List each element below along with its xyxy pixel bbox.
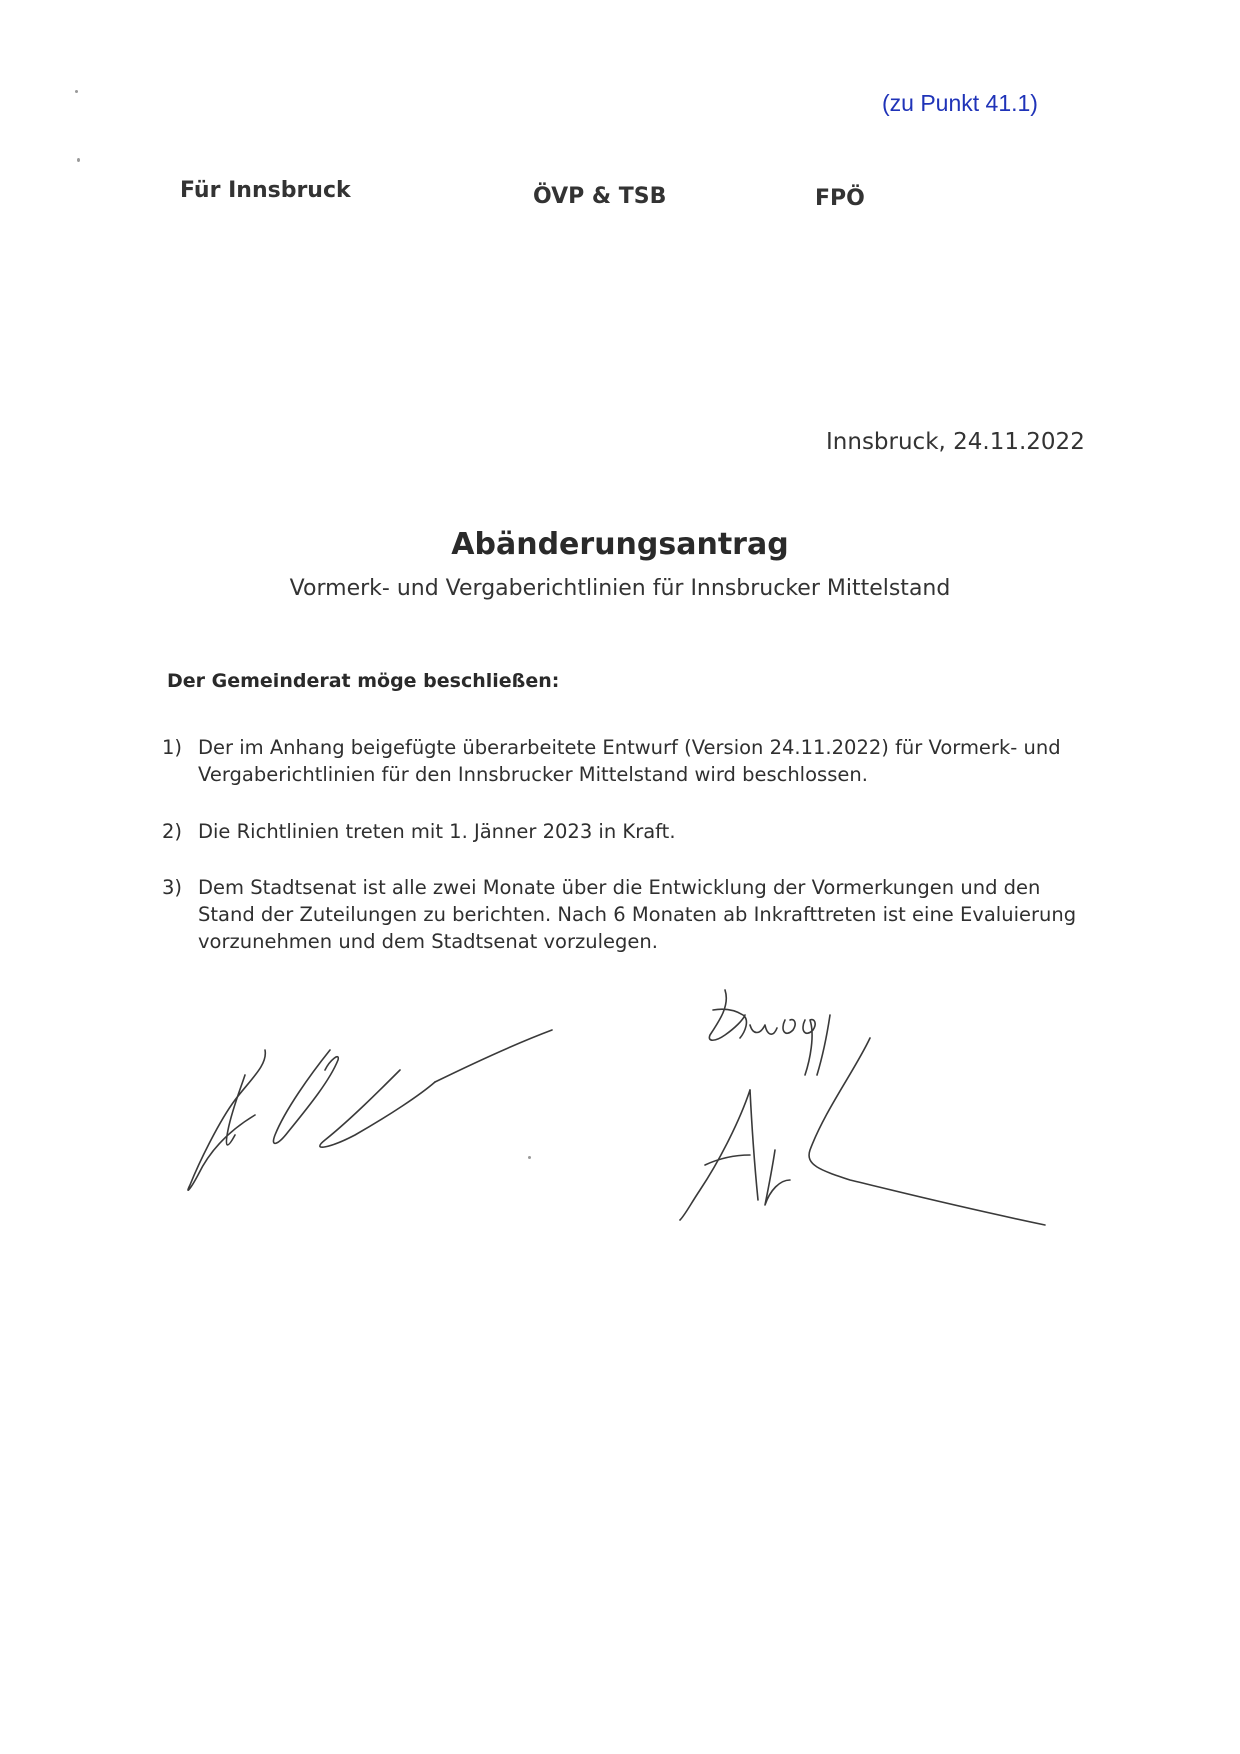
signature-left	[180, 1020, 600, 1220]
signature-right-lower	[650, 1030, 1050, 1230]
item-number: 2)	[162, 820, 183, 843]
item-text: Der im Anhang beigefügte überarbeitete Entwurf (Version 24.11.2022) für Vormerk- und Vergaberichtlinien für den Innsbrucker Mittelstand wird beschlossen.	[198, 736, 1061, 786]
scan-speck	[528, 1156, 531, 1159]
document-title: Abänderungsantrag	[451, 527, 789, 562]
item-number: 1)	[162, 736, 183, 759]
party-fpoe: FPÖ	[815, 186, 865, 211]
resolution-intro: Der Gemeinderat möge beschließen:	[167, 670, 560, 692]
item-number: 3)	[162, 876, 183, 899]
scan-speck	[75, 90, 78, 93]
party-fuer-innsbruck: Für Innsbruck	[180, 178, 351, 203]
party-oevp-tsb: ÖVP & TSB	[533, 184, 667, 209]
place-and-date: Innsbruck, 24.11.2022	[826, 429, 1085, 455]
agenda-reference: (zu Punkt 41.1)	[882, 90, 1038, 116]
scan-speck	[77, 158, 80, 162]
document-subtitle: Vormerk- und Vergaberichtlinien für Innsbrucker Mittelstand	[289, 576, 951, 601]
item-text: Dem Stadtsenat ist alle zwei Monate über die Entwicklung der Vormerkungen und den Stand der Zuteilungen zu berichten. Nach 6 Monaten ab Inkrafttreten ist eine Evaluierung vorzunehmen und dem Stadtsenat vorzulegen.	[198, 876, 1077, 953]
item-text: Die Richtlinien treten mit 1. Jänner 2023 in Kraft.	[198, 820, 676, 843]
